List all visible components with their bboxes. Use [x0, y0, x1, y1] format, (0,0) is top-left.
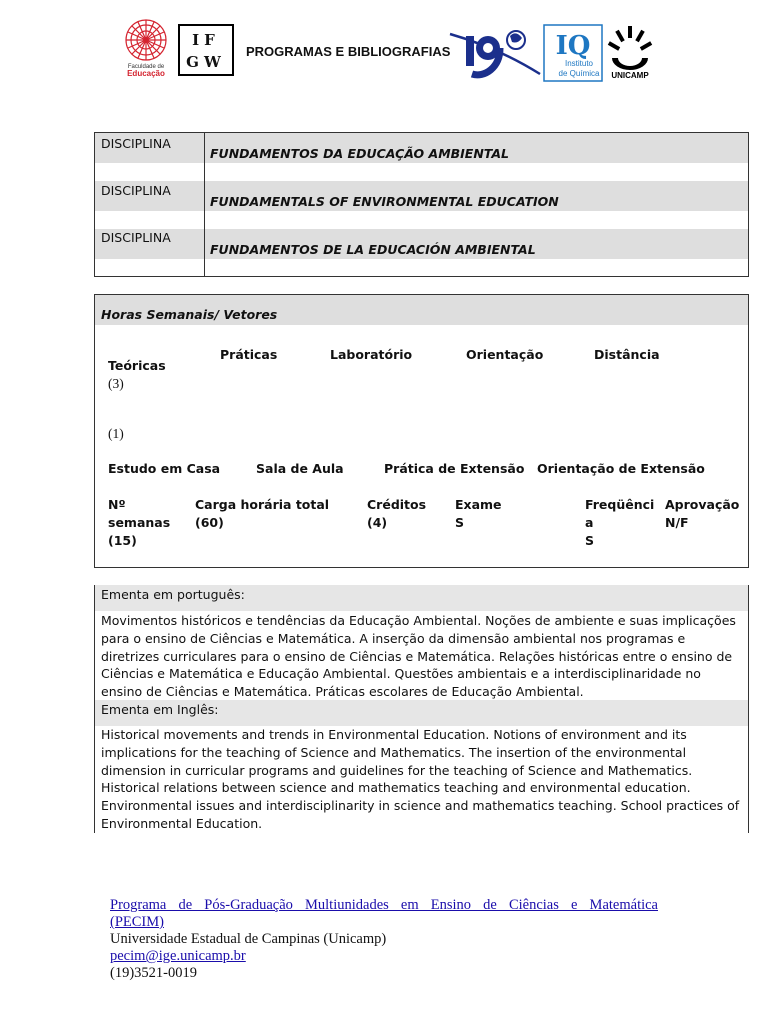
disciplina-value-en: FUNDAMENTALS OF ENVIRONMENTAL EDUCATION — [210, 194, 559, 209]
iq-text-1: IQ — [555, 31, 591, 61]
ementa-pt-label: Ementa em português: — [101, 587, 245, 602]
frequencia-label: a — [585, 515, 594, 530]
ementa-pt-text: Movimentos históricos e tendências da Educação Ambiental. Noções de ambiente e suas implicações para o ensino de Ciências e Matemática. A inserção da dimensão ambiental nos programas e diretrizes curriculares para o ensino de Ciências e Matemática. Relações históricas entre o ensino de Ciências e Matemática e Educação Ambiental. Questões ambientais e a interdisciplinaridade no ensino de Ciências e Matemática. Práticas escolares de Educação Ambiental. — [101, 613, 736, 700]
ifgw-line-2: GW — [186, 53, 226, 71]
sala-aula-label: Sala de Aula — [256, 461, 344, 476]
unicamp-text: UNICAMP — [611, 71, 649, 80]
ifgw-line-1: IF — [192, 31, 220, 49]
teoricas-value: (3) — [108, 376, 124, 391]
column-divider — [204, 133, 205, 276]
phone-number: (19)3521-0019 — [110, 965, 197, 981]
iq-text-2: Instituto — [564, 59, 594, 68]
program-link[interactable] — [110, 897, 658, 931]
disciplina-label: DISCIPLINA — [101, 136, 171, 151]
distancia-label: Distância — [594, 347, 660, 362]
n-semanas-value: (15) — [108, 533, 137, 548]
program-line-2: (PECIM) — [110, 914, 164, 930]
creditos-value: (4) — [367, 515, 388, 530]
aprovacao-value: N/F — [665, 515, 689, 530]
disciplina-value-pt: FUNDAMENTOS DA EDUCAÇÃO AMBIENTAL — [210, 146, 510, 161]
ig-logo — [448, 24, 544, 84]
unicamp-logo — [604, 24, 656, 82]
horas-table — [94, 294, 749, 568]
page-title: PROGRAMAS E BIBLIOGRAFIAS — [246, 44, 451, 59]
creditos-label: Créditos — [367, 497, 427, 512]
teoricas-label: Teóricas — [108, 358, 166, 373]
orientacao-extensao-label: Orientação de Extensão — [537, 461, 705, 476]
disciplina-label: DISCIPLINA — [101, 230, 171, 245]
frequencia-label: Freqüênci — [585, 497, 655, 512]
program-line-1: Programa de Pós-Graduação Multiunidades em Ensino de Ciências e Matemática — [110, 897, 658, 913]
n-semanas-label: Nº — [108, 497, 126, 512]
exame-label: Exame — [455, 497, 502, 512]
email-link[interactable]: pecim@ige.unicamp.br — [110, 948, 246, 964]
fe-logo-text-2: Educação — [127, 69, 165, 78]
estudo-casa-label: Estudo em Casa — [108, 461, 221, 476]
hours-value-1: (1) — [108, 426, 124, 441]
footer — [110, 897, 658, 982]
fe-logo-text-1: Faculdade de — [127, 64, 165, 70]
university-name: Universidade Estadual de Campinas (Unicamp) — [110, 931, 387, 947]
disciplina-table — [94, 132, 749, 277]
disciplina-label: DISCIPLINA — [101, 183, 171, 198]
ementa-section — [94, 585, 749, 833]
frequencia-value: S — [585, 533, 595, 548]
faculdade-educacao-logo — [120, 18, 172, 78]
instituto-quimica-logo — [543, 24, 603, 82]
aprovacao-label: Aprovação — [665, 497, 740, 512]
horas-title: Horas Semanais/ Vetores — [101, 307, 278, 322]
disciplina-value-es: FUNDAMENTOS DE LA EDUCACIÓN AMBIENTAL — [210, 242, 536, 257]
iq-text-3: de Química — [558, 69, 600, 78]
praticas-label: Práticas — [220, 347, 278, 362]
ifgw-logo — [178, 24, 234, 76]
pratica-extensao-label: Prática de Extensão — [384, 461, 525, 476]
carga-horaria-label: Carga horária total — [195, 497, 330, 512]
exame-value: S — [455, 515, 465, 530]
laboratorio-label: Laboratório — [330, 347, 413, 362]
orientacao-label: Orientação — [466, 347, 544, 362]
n-semanas-label: semanas — [108, 515, 171, 530]
ementa-en-text: Historical movements and trends in Environmental Education. Notions of environment and its implications for the teaching of Science and Mathematics. The insertion of the environmental dimension in curricular programs and guidelines for the teaching of Science and Mathematics. Historical relations between science and mathematics teaching and environmental education. Environmental issues and interdisciplinarity in science and mathematics teaching. School practices of Environmental Education. — [101, 727, 740, 831]
carga-horaria-value: (60) — [195, 515, 224, 530]
ementa-en-label: Ementa em Inglês: — [101, 702, 219, 717]
